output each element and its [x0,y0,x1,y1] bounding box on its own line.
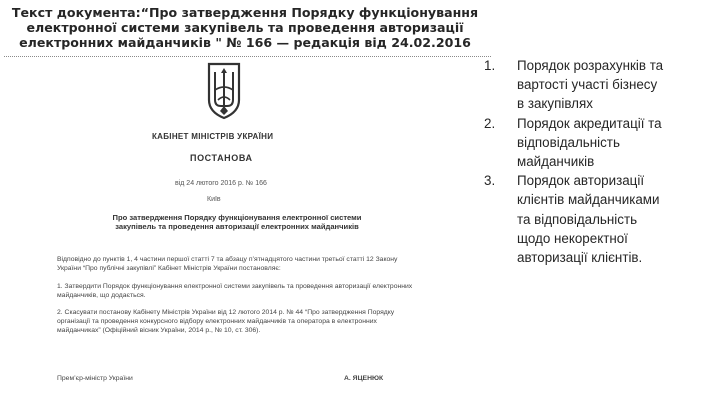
document-paragraph: 2. Скасувати постанову Кабінету Міністрів України від 12 лютого 2014 р. № 44 “Про затвердження Порядку організації та проведення конкурсного відбору електронних майданчиків та оператора в електронних майданчиках” (Офіційний вісник України, 2014 р., № 10, ст. 306). [57,309,395,334]
document-type: ПОСТАНОВА [190,153,253,163]
document-scan [52,60,422,405]
ministry-name: КАБІНЕТ МІНІСТРІВ УКРАЇНИ [152,132,274,141]
list-line: Порядок розрахунків та [517,58,664,73]
list-item [484,56,720,114]
list-number: 3. [484,173,496,189]
title-divider [4,56,491,57]
list-line: Порядок акредитації та [517,115,662,131]
list-line: майданчиків [517,154,595,170]
list-line: в закупівлях [517,96,593,112]
document-paragraph: Відповідно до пунктів 1, 4 частини першої статті 7 та абзацу п’ятнадцятого частини третьої статті 12 Закону України “Про публічні закупівлі” Кабінет Міністрів України постановляє: [57,256,398,272]
document-title: Про затвердження Порядку функціонування електронної системи закупівель та проведення авторизації електронних майданчиків [112,213,362,231]
list-item [484,114,720,172]
document-date: від 24 лютого 2016 р. № 166 [175,180,267,187]
signature-name: А. ЯЦЕНЮК [344,375,384,382]
numbered-list [484,56,720,267]
list-line: вартості участі бізнесу [517,77,658,93]
list-line: щодо некоректної [517,230,628,246]
title-line: електронних майданчиків " № 166 — редакція від 24.02.2016 [19,35,471,50]
list-line: та відповідальність [517,211,638,227]
list-line: авторизації клієнтів. [517,250,643,266]
title-line: електронної системи закупівель та проведення авторизації [26,20,464,35]
document-city: Київ [207,196,221,203]
document-paragraph: 1. Затвердити Порядок функціонування електронної системи закупівель та проведення авторизації електронних майданчиків, що додається. [57,283,413,299]
list-line: клієнтів майданчиками [517,192,660,208]
list-number: 1. [484,58,496,73]
signature-title: Прем’єр-міністр України [57,375,133,382]
trident-emblem-icon [204,60,244,120]
list-line: Порядок авторизації [517,173,645,189]
list-item [484,171,720,267]
title-line: Текст документа:“Про затвердження Порядку функціонування [11,5,479,20]
list-number: 2. [484,115,496,131]
list-line: відповідальність [517,134,620,150]
slide-title [0,5,490,50]
